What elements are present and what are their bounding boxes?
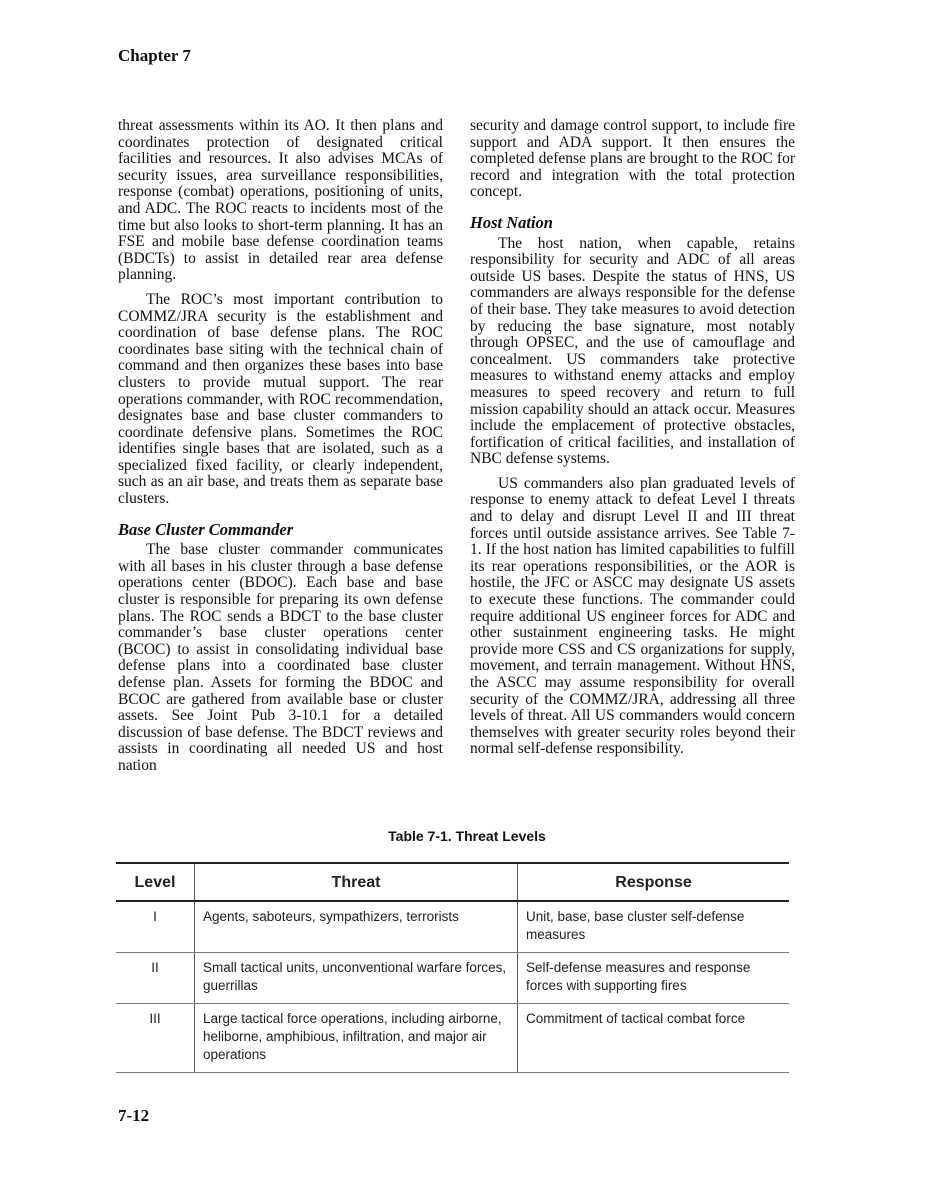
section-heading-base-cluster-commander: Base Cluster Commander [118, 519, 294, 539]
threat-cell: Agents, saboteurs, sympathizers, terrorists [195, 901, 518, 953]
table-title: Table 7-1. Threat Levels [388, 828, 546, 844]
column-header-response: Response [518, 863, 790, 901]
table-row [116, 953, 789, 1004]
response-cell: Unit, base, base cluster self-defense measures [518, 901, 790, 953]
page-number: 7-12 [118, 1106, 150, 1125]
left-paragraph-2: The ROC’s most important contribution to COMMZ/JRA security is the establishment and coordination of base defense plans. The ROC coordinates base siting with the technical chain of command and then organizes these bases into base clusters to provide mutual support. The rear operations commander, with ROC recommendation, designates base and base cluster commanders to coordinate defensive plans. Sometimes the ROC identifies single bases that are isolated, such as a specialized fixed facility, or clearly independent, such as an air base, and treats them as separate base clusters. [118, 290, 443, 508]
left-column [118, 118, 443, 783]
chapter-header: Chapter 7 [118, 46, 191, 65]
level-cell: III [116, 1004, 195, 1073]
right-paragraph-2: The host nation, when capable, retains responsibility for security and ADC of all areas outside US bases. Despite the status of HNS, US commanders are always responsible for the defense of their base. They take measures to avoid detection by reducing the base signature, most notably through OPSEC, and the use of camouflage and concealment. US commanders take protective measures to withstand enemy attacks and employ measures to speed recovery and return to full mission capability should an attack occur. Measures include the emplacement of protective obstacles, fortification of critical facilities, and installation of NBC defense systems. [470, 234, 795, 468]
table-row [116, 901, 789, 953]
response-cell: Commitment of tactical combat force [518, 1004, 790, 1073]
response-cell: Self-defense measures and response forces with supporting fires [518, 953, 790, 1004]
table-row [116, 1004, 789, 1073]
right-column [470, 118, 795, 766]
threat-levels-table [116, 862, 789, 1073]
column-header-threat: Threat [195, 863, 518, 901]
table-header-row [116, 863, 789, 901]
level-cell: II [116, 953, 195, 1004]
section-heading-host-nation: Host Nation [470, 212, 553, 232]
threat-cell: Small tactical units, unconventional warfare forces, guerrillas [195, 953, 518, 1004]
threat-cell: Large tactical force operations, including airborne, heliborne, amphibious, infiltration, and major air operations [195, 1004, 518, 1073]
level-cell: I [116, 901, 195, 953]
left-paragraph-1: threat assessments within its AO. It then plans and coordinates protection of designated critical facilities and resources. It also advises MCAs of security issues, area surveillance responsibilities, response (combat) operations, positioning of units, and ADC. The ROC reacts to incidents most of the time but also looks to short-term planning. It has an FSE and mobile base defense coordination teams (BDCTs) to assist in detailed rear area defense planning. [118, 117, 443, 284]
column-header-level: Level [116, 863, 195, 901]
left-paragraph-3: The base cluster commander communicates with all bases in his cluster through a base defense operations center (BDOC). Each base and base cluster is responsible for preparing its own defense plans. The ROC sends a BDCT to the base cluster commander’s base cluster operations center (BCOC) to assist in consolidating individual base defense plans into a coordinated base cluster defense plan. Assets for forming the BDOC and BCOC are gathered from available base or cluster assets. See Joint Pub 3-10.1 for a detailed discussion of base defense. The BDCT reviews and assists in coordinating all needed US and host nation [118, 541, 443, 774]
right-paragraph-3: US commanders also plan graduated levels of response to enemy attack to defeat Level I threats and to delay and disrupt Level II and III threat forces until outside assistance arrives. See Table 7-1. If the host nation has limited capabilities to fulfill its rear operations responsibilities, or the AOR is hostile, the JFC or ASCC may designate US assets to execute these functions. The commander could require additional US engineer forces for ADC and other sustainment engineering tasks. He might provide more CSS and CS organizations for supply, movement, and terrain management. Without HNS, the ASCC may assume responsibility for overall security of the COMMZ/JRA, addressing all three levels of threat. All US commanders would concern themselves with greater security roles beyond their normal self-defense responsibility. [470, 474, 795, 758]
right-paragraph-1: security and damage control support, to include fire support and ADA support. It then ensures the completed defense plans are brought to the ROC for record and integration with the total protection concept. [470, 117, 795, 201]
